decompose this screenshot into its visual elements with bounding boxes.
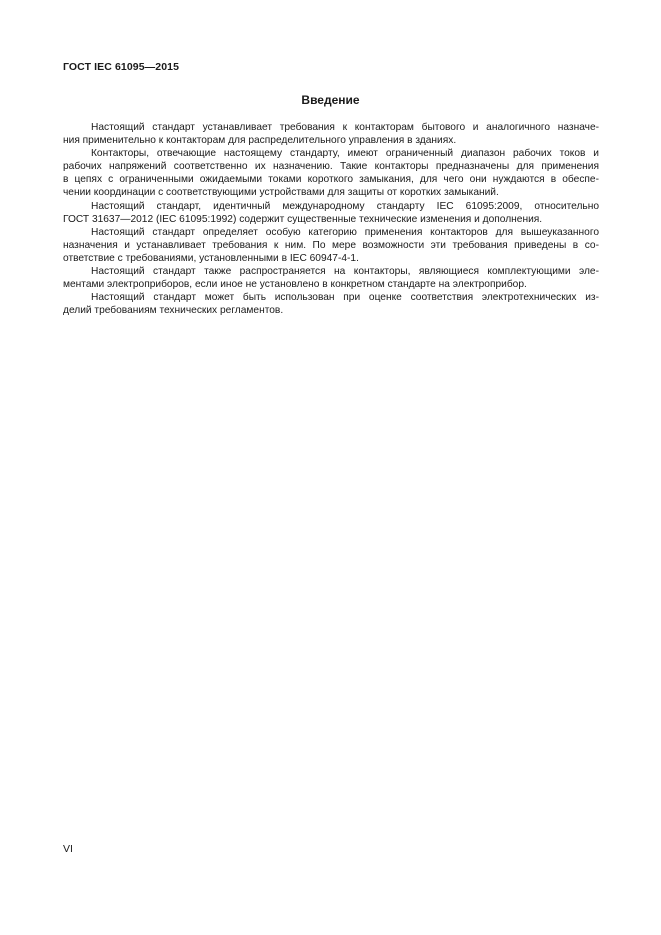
paragraph-line: ментами электроприборов, если иное не установлено в конкретном стандарте на электроприбор. [63,279,527,291]
paragraph-line: Настоящий стандарт может быть использован при оценке соответствия электротехнических из- [91,292,599,304]
paragraph-line: делий требованиям технических регламентов. [63,305,284,317]
paragraph-line: Контакторы, отвечающие настоящему стандарту, имеют ограниченный диапазон рабочих токов и [91,148,599,160]
paragraph-line: Настоящий стандарт также распространяется на контакторы, являющиеся комплектующими эле- [91,266,599,278]
paragraph-line: рабочих напряжений соответственно их назначению. Такие контакторы предназначены для применения [63,161,599,173]
paragraph-line: ответствие с требованиями, установленными в IEC 60947-4-1. [63,252,359,264]
page-number: VI [63,843,73,855]
paragraph-line: Настоящий стандарт определяет особую категорию применения контакторов для вышеуказанного [91,226,599,238]
paragraph-line: назначения и устанавливает требования к ним. По мере возможности эти требования приведены в со- [63,239,599,251]
paragraph-line: чении координации с соответствующими устройствами для защиты от коротких замыканий. [63,187,499,199]
paragraph-line: ния применительно к контакторам для распределительного управления в зданиях. [63,135,457,147]
document-id-header: ГОСТ IEC 61095—2015 [63,61,180,73]
section-title-text: Введение [301,93,360,107]
section-title [0,93,661,107]
document-body [63,121,599,317]
paragraph-line: Настоящий стандарт устанавливает требования к контакторам бытового и аналогичного назначе- [91,122,599,133]
paragraph-line: ГОСТ 31637—2012 (IEC 61095:1992) содержит существенные технические изменения и дополнения. [63,213,543,225]
paragraph-line: в цепях с ограниченными ожидаемыми токами короткого замыкания, для чего они нуждаются в обеспе- [63,174,599,186]
paragraph-line: Настоящий стандарт, идентичный международному стандарту IEC 61095:2009, относительно [91,200,599,212]
